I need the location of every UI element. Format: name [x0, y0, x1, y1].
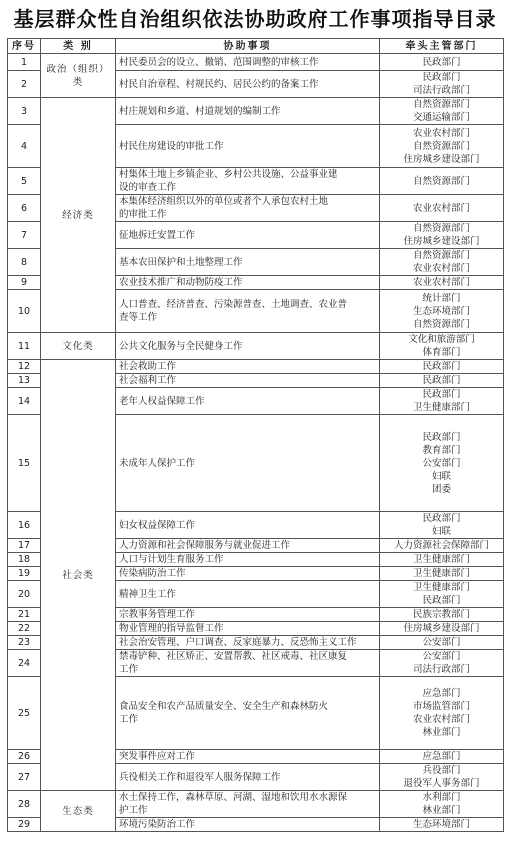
assist-item: 社会治安管理、户口调查、反家庭暴力、反恐怖主义工作 [116, 636, 380, 650]
lead-department [380, 333, 504, 360]
department-name: 自然资源部门 [412, 318, 470, 330]
table-body [8, 54, 504, 832]
row-number: 15 [8, 415, 41, 512]
category-cell: 社会类 [41, 360, 116, 791]
department-name: 生态环境部门 [412, 305, 470, 317]
department-name: 卫生健康部门 [412, 582, 470, 593]
department-name: 民政部门 [422, 72, 461, 83]
department-name: 生态环境部门 [412, 819, 470, 830]
row-number: 9 [8, 276, 41, 290]
department-name: 农业农村部门 [412, 263, 470, 274]
lead-department [380, 374, 504, 388]
lead-department [380, 415, 504, 512]
row-number: 18 [8, 553, 41, 567]
header-item: 协助事项 [116, 39, 380, 54]
assist-item: 村民自治章程、村规民约、居民公约的备案工作 [116, 71, 380, 98]
row-number: 19 [8, 567, 41, 581]
department-name: 农业农村部门 [412, 714, 470, 725]
department-name: 民政部门 [422, 375, 461, 386]
department-name: 自然资源部门 [412, 250, 470, 261]
assist-item: 物业管理的指导监督工作 [116, 622, 380, 636]
assist-item: 村庄规划和乡道、村道规划的编制工作 [116, 98, 380, 125]
assist-item: 精神卫生工作 [116, 581, 380, 608]
department-name: 自然资源部门 [412, 223, 470, 234]
department-name: 妇联 [431, 526, 451, 537]
assist-item: 村民委员会的设立、撤销、范围调整的审核工作 [116, 54, 380, 71]
row-number: 16 [8, 512, 41, 539]
lead-department [380, 195, 504, 222]
department-name: 公安部门 [422, 651, 461, 662]
table-row [8, 360, 504, 374]
row-number: 13 [8, 374, 41, 388]
lead-department [380, 360, 504, 374]
lead-department [380, 71, 504, 98]
row-number: 26 [8, 750, 41, 764]
department-name: 民政部门 [422, 56, 461, 68]
department-name: 农业农村部门 [412, 202, 470, 214]
department-name: 卫生健康部门 [412, 554, 470, 565]
department-name: 民政部门 [422, 361, 461, 372]
assist-item: 农业技术推广和动物防疫工作 [116, 276, 380, 290]
row-number: 4 [8, 125, 41, 168]
table-row [8, 791, 504, 818]
row-number: 10 [8, 290, 41, 333]
lead-department [380, 539, 504, 553]
row-number: 14 [8, 388, 41, 415]
table-row [8, 333, 504, 360]
row-number: 23 [8, 636, 41, 650]
department-name: 人力资源社会保障部门 [393, 540, 489, 551]
lead-department [380, 388, 504, 415]
department-name: 妇联 [431, 470, 451, 482]
table-row [8, 54, 504, 71]
department-name: 水利部门 [422, 792, 461, 803]
row-number: 27 [8, 764, 41, 791]
assist-item: 兵役相关工作和退役军人服务保障工作 [116, 764, 380, 791]
department-name: 统计部门 [422, 292, 461, 304]
category-cell: 文化类 [41, 333, 116, 360]
header-category: 类 别 [41, 39, 116, 54]
assist-item: 村民住房建设的审批工作 [116, 125, 380, 168]
lead-department [380, 622, 504, 636]
row-number: 22 [8, 622, 41, 636]
lead-department [380, 750, 504, 764]
assist-item: 环境污染防治工作 [116, 818, 380, 832]
row-number: 21 [8, 608, 41, 622]
assist-item: 传染病防治工作 [116, 567, 380, 581]
department-name: 自然资源部门 [412, 99, 470, 110]
header-dept: 牵头主管部门 [380, 39, 504, 54]
row-number: 29 [8, 818, 41, 832]
assist-item: 公共文化服务与全民健身工作 [116, 333, 380, 360]
department-name: 住房城乡建设部门 [403, 623, 480, 634]
assist-item: 本集体经济组织以外的单位或者个人承包农村土地 的审批工作 [116, 195, 380, 222]
department-name: 民政部门 [422, 595, 461, 606]
department-name: 公安部门 [422, 637, 461, 648]
assist-item: 基本农田保护和土地整理工作 [116, 249, 380, 276]
department-name: 民政部门 [422, 513, 461, 524]
department-name: 公安部门 [422, 457, 461, 469]
assist-item: 社会福利工作 [116, 374, 380, 388]
department-name: 退役军人事务部门 [403, 778, 480, 789]
assist-item: 宗教事务管理工作 [116, 608, 380, 622]
lead-department [380, 553, 504, 567]
department-name: 农业农村部门 [412, 127, 470, 139]
department-name: 文化和旅游部门 [408, 334, 475, 345]
row-number: 3 [8, 98, 41, 125]
lead-department [380, 222, 504, 249]
department-name: 卫生健康部门 [412, 568, 470, 579]
lead-department [380, 650, 504, 677]
department-name: 自然资源部门 [412, 140, 470, 152]
lead-department [380, 249, 504, 276]
row-number: 8 [8, 249, 41, 276]
assist-item: 人力资源和社会保障服务与就业促进工作 [116, 539, 380, 553]
row-number: 28 [8, 791, 41, 818]
department-name: 教育部门 [422, 444, 461, 456]
department-name: 应急部门 [422, 688, 461, 699]
department-name: 体育部门 [422, 347, 461, 358]
row-number: 20 [8, 581, 41, 608]
assist-item: 未成年人保护工作 [116, 415, 380, 512]
assist-item: 征地拆迁安置工作 [116, 222, 380, 249]
row-number: 12 [8, 360, 41, 374]
lead-department [380, 290, 504, 333]
table-header-row [8, 39, 504, 54]
department-name: 住房城乡建设部门 [403, 153, 480, 165]
category-cell: 经济类 [41, 98, 116, 333]
guidance-table [7, 38, 504, 832]
assist-item: 禁毒铲种、社区矫正、安置帮教、社区戒毒、社区康复 工作 [116, 650, 380, 677]
assist-item: 妇女权益保障工作 [116, 512, 380, 539]
department-name: 农业农村部门 [412, 277, 470, 288]
lead-department [380, 791, 504, 818]
assist-item: 村集体土地上乡镇企业、乡村公共设施、公益事业建 设的审查工作 [116, 168, 380, 195]
lead-department [380, 567, 504, 581]
table-row [8, 98, 504, 125]
assist-item: 人口与计划生育服务工作 [116, 553, 380, 567]
assist-item: 老年人权益保障工作 [116, 388, 380, 415]
department-name: 民政部门 [422, 431, 461, 443]
row-number: 7 [8, 222, 41, 249]
department-name: 自然资源部门 [412, 175, 470, 187]
category-cell: 政治（组织）类 [41, 54, 116, 98]
department-name: 应急部门 [422, 751, 461, 762]
row-number: 1 [8, 54, 41, 71]
lead-department [380, 54, 504, 71]
department-name: 林业部门 [422, 727, 461, 738]
row-number: 25 [8, 677, 41, 750]
assist-item: 食品安全和农产品质量安全、安全生产和森林防火 工作 [116, 677, 380, 750]
department-name: 民政部门 [422, 389, 461, 400]
lead-department [380, 818, 504, 832]
lead-department [380, 636, 504, 650]
department-name: 交通运输部门 [412, 112, 470, 123]
department-name: 司法行政部门 [412, 85, 470, 96]
lead-department [380, 512, 504, 539]
department-name: 民族宗教部门 [412, 609, 470, 620]
row-number: 6 [8, 195, 41, 222]
department-name: 市场监管部门 [412, 701, 470, 712]
lead-department [380, 168, 504, 195]
department-name: 林业部门 [422, 805, 461, 816]
header-no: 序号 [8, 39, 41, 54]
department-name: 兵役部门 [422, 765, 461, 776]
assist-item: 突发事件应对工作 [116, 750, 380, 764]
category-cell: 生态类 [41, 791, 116, 832]
lead-department [380, 276, 504, 290]
row-number: 5 [8, 168, 41, 195]
assist-item: 人口普查、经济普查、污染源普查、土地调查、农业普 查等工作 [116, 290, 380, 333]
lead-department [380, 764, 504, 791]
lead-department [380, 677, 504, 750]
row-number: 24 [8, 650, 41, 677]
lead-department [380, 608, 504, 622]
lead-department [380, 125, 504, 168]
page-title: 基层群众性自治组织依法协助政府工作事项指导目录 [13, 7, 497, 31]
lead-department [380, 581, 504, 608]
row-number: 2 [8, 71, 41, 98]
department-name: 团委 [431, 483, 451, 495]
assist-item: 社会救助工作 [116, 360, 380, 374]
row-number: 11 [8, 333, 41, 360]
assist-item: 水土保持工作，森林草原、河湖、湿地和饮用水水源保 护工作 [116, 791, 380, 818]
department-name: 住房城乡建设部门 [403, 236, 480, 247]
row-number: 17 [8, 539, 41, 553]
department-name: 卫生健康部门 [412, 402, 470, 413]
department-name: 司法行政部门 [412, 664, 470, 675]
lead-department [380, 98, 504, 125]
